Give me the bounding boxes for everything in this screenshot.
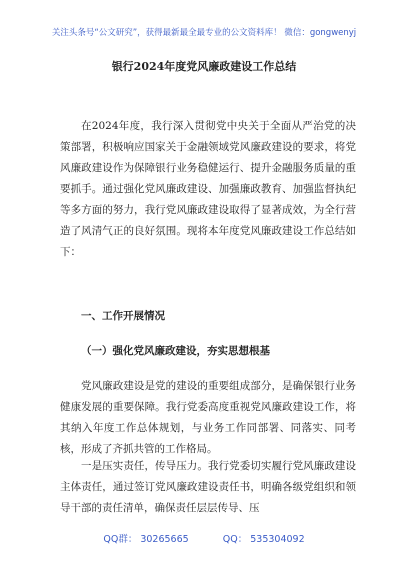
footer-contact	[0, 531, 408, 545]
header-banner: 关注头条号“公文研究”，获得最新最全最专业的公文资料库！ 微信：gongwenyj	[51, 28, 357, 38]
intro-paragraph: 在2024年度，我行深入贯彻党中央关于全面从严治党的决策部署，积极响应国家关于金融领域党风廉政建设的要求，将党风廉政建设作为保障银行业务稳健运行、提升金融服务质量的重要抓手。通过强化党风廉政建设、加强廉政教育、加强监督执纪等多方面的努力，我行党风廉政建设取得了显著成效，为全行营造了风清气正的良好氛围。现将本年度党风廉政建设工作总结如下：	[60, 120, 356, 258]
subsection-heading: （一）强化党风廉政建设，夯实思想根基	[81, 345, 270, 357]
body-paragraph-3: 一是压实责任，传导压力。我行党委切实履行党风廉政建设主体责任，通过签订党风廉政建设责任书，明确各级党组织和领导干部的责任清单，确保责任层层传导、压	[60, 460, 356, 514]
footer-qq-group: QQ群： 30265665	[103, 534, 189, 545]
document-title: 银行2024年度党风廉政建设工作总结	[111, 60, 297, 73]
section-heading: 一、工作开展情况	[81, 310, 165, 322]
body-paragraph-2: 党风廉政建设是党的建设的重要组成部分，是确保银行业务健康发展的重要保障。我行党委高度重视党风廉政建设工作，将其纳入年度工作总体规划，与业务工作同部署、同落实、同考核，形成了齐抓共管的工作格局。	[60, 380, 356, 455]
footer-qq: QQ： 535304092	[222, 534, 305, 545]
